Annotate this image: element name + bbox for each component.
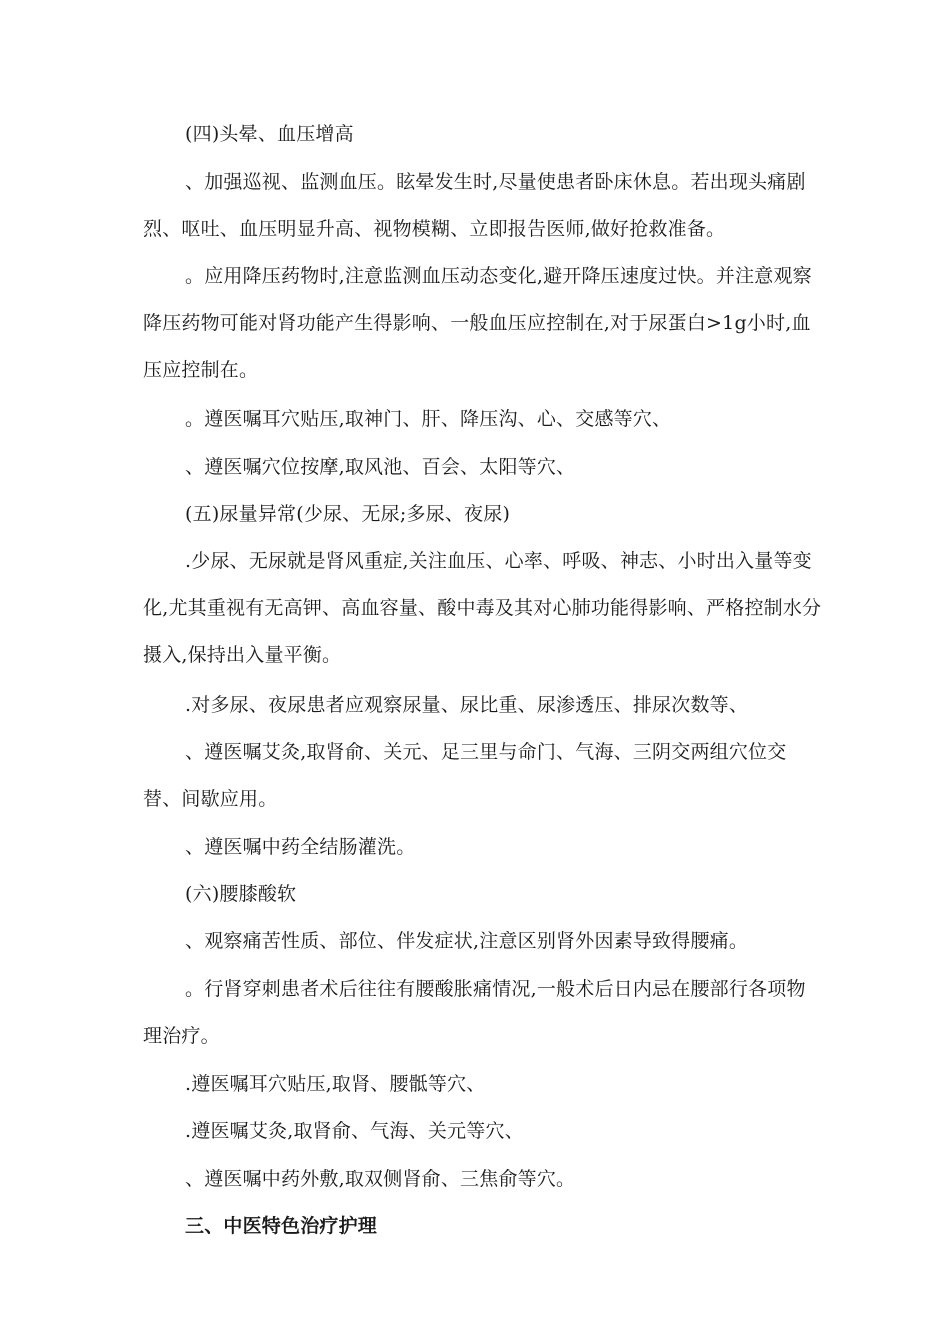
paragraph-polyuria: .对多尿、夜尿患者应观察尿量、尿比重、尿渗透压、排尿次数等、 — [185, 694, 749, 716]
paragraph-moxibustion: 、遵医嘱艾灸,取肾俞、关元、足三里与命门、气海、三阴交两组穴位交替、间歇应用。 — [143, 741, 787, 810]
paragraph-moxibustion-kidney: .遵医嘱艾灸,取肾俞、气海、关元等穴、 — [185, 1120, 524, 1142]
section-heading-lumbar: (六)腰膝酸软 — [185, 883, 297, 905]
paragraph-external-application: 、遵医嘱中药外敷,取双侧肾俞、三焦俞等穴。 — [185, 1168, 576, 1190]
paragraph-ear-acupoint-kidney: .遵医嘱耳穴贴压,取肾、腰骶等穴、 — [185, 1073, 486, 1095]
paragraph-renal-puncture: 。行肾穿刺患者术后往往有腰酸胀痛情况,一般术后日内忌在腰部行各项物理治疗。 — [143, 978, 806, 1047]
paragraph-antihypertensive: 。应用降压药物时,注意监测血压动态变化,避开降压速度过快。并注意观察降压药物可能对肾功能产生得影响、一般血压应控制在,对于尿蛋白>1g小时,血压应控制在。 — [143, 265, 812, 381]
paragraph-oliguria: .少尿、无尿就是肾风重症,关注血压、心率、呼吸、神志、小时出入量等变化,尤其重视有无高钾、高血容量、酸中毒及其对心肺功能得影响、严格控制水分摄入,保持出入量平衡。 — [143, 550, 822, 666]
paragraph-pain-observation: 、观察痛苦性质、部位、伴发症状,注意区别肾外因素导致得腰痛。 — [185, 930, 749, 952]
paragraph-patrol-blood-pressure: 、加强巡视、监测血压。眩晕发生时,尽量使患者卧床休息。若出现头痛剧烈、呕吐、血压明显升高、视物模糊、立即报告医师,做好抢救准备。 — [143, 171, 806, 240]
paragraph-acupoint-massage: 、遵医嘱穴位按摩,取风池、百会、太阳等穴、 — [185, 456, 576, 478]
paragraph-ear-acupoint: 。遵医嘱耳穴贴压,取神门、肝、降压沟、心、交感等穴、 — [185, 408, 672, 430]
section-heading-tcm-treatment: 三、中医特色治疗护理 — [185, 1215, 378, 1237]
section-heading-urine-abnormal: (五)尿量异常(少尿、无尿;多尿、夜尿) — [185, 503, 511, 525]
paragraph-colon-lavage: 、遵医嘱中药全结肠灌洗。 — [185, 836, 416, 858]
section-heading-dizziness: (四)头晕、血压增高 — [185, 123, 354, 145]
